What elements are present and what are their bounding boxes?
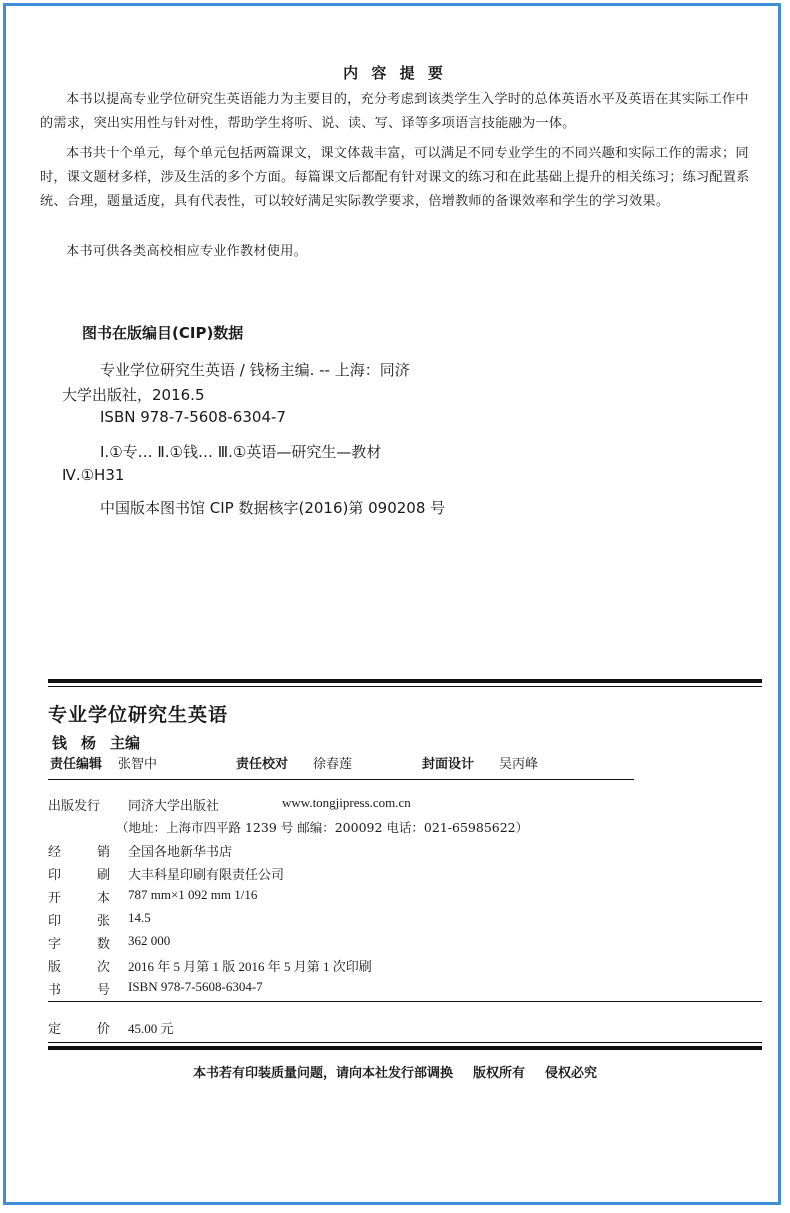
- cover-label: 封面设计: [422, 757, 475, 772]
- book-title: 专业学位研究生英语: [48, 704, 229, 726]
- publisher-website: www.tongjipress.com.cn: [282, 795, 411, 810]
- proofreader-label: 责任校对: [236, 757, 289, 772]
- cip-line-4: Ⅰ.①专… Ⅱ.①钱… Ⅲ.①英语—研究生—教材: [100, 443, 382, 461]
- editor-role: 主编: [110, 734, 141, 752]
- publisher-address: （地址：上海市四平路 1239 号 邮编：200092 电话：021-65985622）: [116, 820, 529, 835]
- row-distributor: 经 销 全国各地新华书店: [48, 844, 233, 860]
- editor-line: [52, 732, 154, 753]
- summary-heading: 内 容 提 要: [343, 64, 447, 82]
- publisher-label: 出版发行: [48, 799, 101, 814]
- row-word-count: 字 数 362 000: [48, 933, 171, 952]
- cip-line-2: 大学出版社，2016.5: [62, 386, 205, 404]
- editor-name-1: 钱: [52, 734, 68, 752]
- rights-text: 版权所有: [472, 1066, 525, 1081]
- quality-notice: [0, 1062, 790, 1081]
- piracy-text: 侵权必究: [545, 1066, 598, 1081]
- price-bottom-thin-rule: [48, 1042, 762, 1043]
- row-edition: 版 次 2016 年 5 月第 1 版 2016 年 5 月第 1 次印刷: [48, 959, 372, 975]
- cip-line-5: Ⅳ.①H31: [62, 466, 125, 484]
- cip-line-3: ISBN 978-7-5608-6304-7: [100, 408, 286, 426]
- responsible-editor-label: 责任编辑: [50, 757, 103, 772]
- row-price: 定 价 45.00 元: [48, 1021, 174, 1037]
- colophon-top-rule: [48, 679, 762, 683]
- summary-paragraph-3: 本书可供各类高校相应专业作教材使用。: [66, 244, 307, 259]
- row-isbn: 书 号 ISBN 978-7-5608-6304-7: [48, 979, 263, 998]
- cip-line-6: 中国版本图书馆 CIP 数据核字(2016)第 090208 号: [100, 499, 446, 517]
- cip-title: 图书在版编目(CIP)数据: [82, 324, 244, 342]
- summary-paragraph-2: 本书共十个单元，每个单元包括两篇课文，课文体裁丰富，可以满足不同专业学生的不同兴趣和实际工作的需求；同时，课文题材多样，涉及生活的多个方面。每篇课文后都配有针对课文的练习和在此基础上提升的相关练习；练习配置系统、合理，题量适度，具有代表性，可以较好满足实际教学要求，倍增教师的备课效率和学生的学习效果。: [40, 146, 750, 209]
- publisher: 同济大学出版社: [128, 799, 220, 814]
- summary-paragraph-1: 本书以提高专业学位研究生英语能力为主要目的，充分考虑到该类学生入学时的总体英语水平及英语在其实际工作中的需求，突出实用性与针对性，帮助学生将听、说、读、写、译等多项语言技能融为一体。: [40, 92, 749, 131]
- editor-name-2: 杨: [81, 734, 97, 752]
- price-bottom-rule: [48, 1046, 762, 1050]
- price-top-rule: [48, 1001, 762, 1002]
- row-format: 开 本 787 mm×1 092 mm 1/16: [48, 887, 258, 906]
- cover-designer: 吴丙峰: [499, 757, 539, 772]
- cip-line-1: 专业学位研究生英语 / 钱杨主编. -- 上海：同济: [100, 361, 410, 379]
- proofreader: 徐春莲: [313, 757, 353, 772]
- row-sheets: 印 张 14.5: [48, 910, 151, 929]
- roles-rule: [48, 779, 634, 780]
- quality-notice-text: 本书若有印装质量问题，请向本社发行部调换: [192, 1066, 453, 1081]
- colophon-top-thin-rule: [48, 686, 762, 687]
- responsible-editor: 张智中: [118, 757, 158, 772]
- row-printer: 印 刷 大丰科星印刷有限责任公司: [48, 867, 285, 883]
